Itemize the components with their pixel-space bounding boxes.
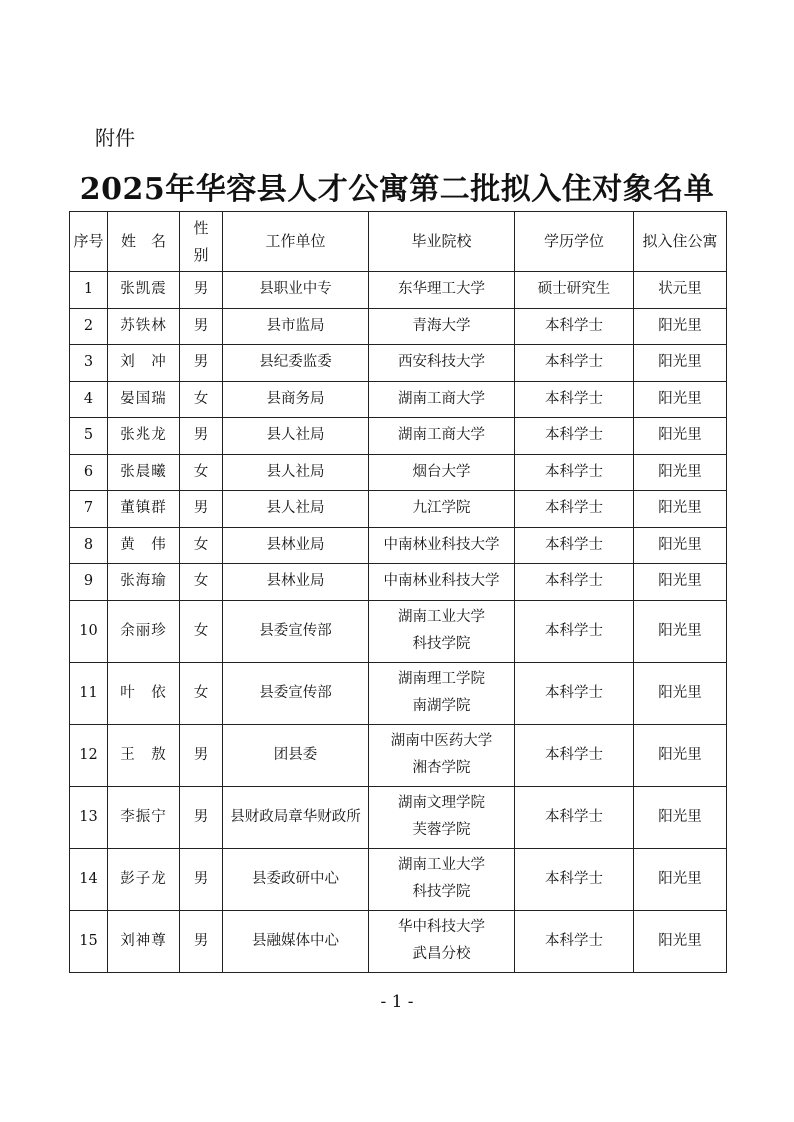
cell-name: 张海瑜	[108, 564, 180, 601]
header-apartment: 拟入住公寓	[634, 212, 727, 272]
cell-name: 晏国瑞	[108, 381, 180, 418]
cell-gender: 男	[180, 345, 223, 382]
header-degree: 学历学位	[515, 212, 634, 272]
cell-gender: 女	[180, 564, 223, 601]
cell-no: 11	[70, 662, 108, 724]
cell-apartment: 阳光里	[634, 491, 727, 528]
cell-no: 12	[70, 724, 108, 786]
table-row	[70, 272, 727, 309]
cell-unit: 县融媒体中心	[223, 910, 369, 972]
cell-apartment: 阳光里	[634, 345, 727, 382]
table-row	[70, 454, 727, 491]
header-no: 序号	[70, 212, 108, 272]
cell-name: 王 敖	[108, 724, 180, 786]
cell-gender: 男	[180, 272, 223, 309]
cell-name: 苏铁林	[108, 308, 180, 345]
cell-no: 6	[70, 454, 108, 491]
cell-school: 西安科技大学	[369, 345, 515, 382]
cell-degree: 本科学士	[515, 848, 634, 910]
attachment-label: 附件	[95, 126, 135, 150]
cell-apartment: 阳光里	[634, 454, 727, 491]
cell-unit: 团县委	[223, 724, 369, 786]
cell-gender: 男	[180, 786, 223, 848]
cell-gender: 女	[180, 662, 223, 724]
cell-degree: 本科学士	[515, 910, 634, 972]
cell-no: 4	[70, 381, 108, 418]
header-unit: 工作单位	[223, 212, 369, 272]
table-row	[70, 848, 727, 910]
cell-school: 湖南理工学院 南湖学院	[369, 662, 515, 724]
cell-unit: 县林业局	[223, 564, 369, 601]
cell-apartment: 阳光里	[634, 910, 727, 972]
cell-degree: 本科学士	[515, 564, 634, 601]
cell-school: 湖南工业大学 科技学院	[369, 848, 515, 910]
table-row	[70, 381, 727, 418]
cell-name: 刘 冲	[108, 345, 180, 382]
page-number: - 1 -	[380, 992, 414, 1012]
cell-no: 3	[70, 345, 108, 382]
cell-no: 2	[70, 308, 108, 345]
cell-unit: 县商务局	[223, 381, 369, 418]
table-body	[70, 272, 727, 973]
cell-name: 余丽珍	[108, 600, 180, 662]
cell-degree: 本科学士	[515, 527, 634, 564]
cell-school: 东华理工大学	[369, 272, 515, 309]
cell-name: 张晨曦	[108, 454, 180, 491]
cell-school: 青海大学	[369, 308, 515, 345]
cell-name: 张兆龙	[108, 418, 180, 455]
header-gender: 性 别	[180, 212, 223, 272]
cell-gender: 男	[180, 848, 223, 910]
cell-name: 刘神尊	[108, 910, 180, 972]
cell-apartment: 阳光里	[634, 724, 727, 786]
cell-no: 5	[70, 418, 108, 455]
cell-apartment: 状元里	[634, 272, 727, 309]
cell-unit: 县市监局	[223, 308, 369, 345]
cell-school: 中南林业科技大学	[369, 564, 515, 601]
table-row	[70, 564, 727, 601]
cell-degree: 本科学士	[515, 662, 634, 724]
cell-apartment: 阳光里	[634, 662, 727, 724]
cell-degree: 本科学士	[515, 454, 634, 491]
table-row	[70, 910, 727, 972]
cell-degree: 硕士研究生	[515, 272, 634, 309]
cell-gender: 男	[180, 910, 223, 972]
cell-gender: 男	[180, 308, 223, 345]
table-row	[70, 418, 727, 455]
cell-unit: 县纪委监委	[223, 345, 369, 382]
table-row	[70, 600, 727, 662]
cell-unit: 县人社局	[223, 418, 369, 455]
cell-apartment: 阳光里	[634, 381, 727, 418]
cell-no: 14	[70, 848, 108, 910]
cell-gender: 男	[180, 491, 223, 528]
document-title: 2025年华容县人才公寓第二批拟入住对象名单	[79, 172, 715, 207]
candidate-table	[69, 211, 727, 973]
cell-gender: 女	[180, 527, 223, 564]
cell-apartment: 阳光里	[634, 786, 727, 848]
cell-unit: 县财政局章华财政所	[223, 786, 369, 848]
cell-degree: 本科学士	[515, 491, 634, 528]
cell-degree: 本科学士	[515, 308, 634, 345]
cell-apartment: 阳光里	[634, 600, 727, 662]
cell-no: 7	[70, 491, 108, 528]
cell-gender: 女	[180, 600, 223, 662]
cell-name: 李振宁	[108, 786, 180, 848]
cell-degree: 本科学士	[515, 786, 634, 848]
cell-school: 湖南中医药大学 湘杏学院	[369, 724, 515, 786]
cell-name: 董镇群	[108, 491, 180, 528]
cell-unit: 县委政研中心	[223, 848, 369, 910]
cell-unit: 县林业局	[223, 527, 369, 564]
table-row	[70, 724, 727, 786]
table-row	[70, 345, 727, 382]
cell-unit: 县人社局	[223, 491, 369, 528]
cell-no: 15	[70, 910, 108, 972]
table-row	[70, 786, 727, 848]
cell-name: 张凯震	[108, 272, 180, 309]
cell-school: 湖南工商大学	[369, 381, 515, 418]
cell-school: 湖南文理学院 芙蓉学院	[369, 786, 515, 848]
cell-apartment: 阳光里	[634, 564, 727, 601]
cell-no: 10	[70, 600, 108, 662]
cell-name: 黄 伟	[108, 527, 180, 564]
cell-unit: 县职业中专	[223, 272, 369, 309]
table-row	[70, 491, 727, 528]
cell-gender: 男	[180, 724, 223, 786]
cell-no: 9	[70, 564, 108, 601]
cell-school: 烟台大学	[369, 454, 515, 491]
header-school: 毕业院校	[369, 212, 515, 272]
cell-gender: 男	[180, 418, 223, 455]
cell-unit: 县委宣传部	[223, 600, 369, 662]
cell-degree: 本科学士	[515, 381, 634, 418]
cell-school: 湖南工业大学 科技学院	[369, 600, 515, 662]
cell-name: 叶 依	[108, 662, 180, 724]
cell-degree: 本科学士	[515, 418, 634, 455]
cell-unit: 县委宣传部	[223, 662, 369, 724]
cell-degree: 本科学士	[515, 345, 634, 382]
header-name: 姓 名	[108, 212, 180, 272]
cell-no: 8	[70, 527, 108, 564]
cell-apartment: 阳光里	[634, 848, 727, 910]
table-row	[70, 662, 727, 724]
cell-school: 华中科技大学 武昌分校	[369, 910, 515, 972]
table-row	[70, 308, 727, 345]
cell-unit: 县人社局	[223, 454, 369, 491]
cell-school: 中南林业科技大学	[369, 527, 515, 564]
cell-school: 九江学院	[369, 491, 515, 528]
cell-gender: 女	[180, 381, 223, 418]
cell-school: 湖南工商大学	[369, 418, 515, 455]
table-row	[70, 527, 727, 564]
table-header-row	[70, 212, 727, 272]
cell-gender: 女	[180, 454, 223, 491]
cell-degree: 本科学士	[515, 600, 634, 662]
cell-degree: 本科学士	[515, 724, 634, 786]
cell-apartment: 阳光里	[634, 527, 727, 564]
cell-apartment: 阳光里	[634, 418, 727, 455]
cell-no: 13	[70, 786, 108, 848]
cell-apartment: 阳光里	[634, 308, 727, 345]
cell-name: 彭子龙	[108, 848, 180, 910]
cell-no: 1	[70, 272, 108, 309]
